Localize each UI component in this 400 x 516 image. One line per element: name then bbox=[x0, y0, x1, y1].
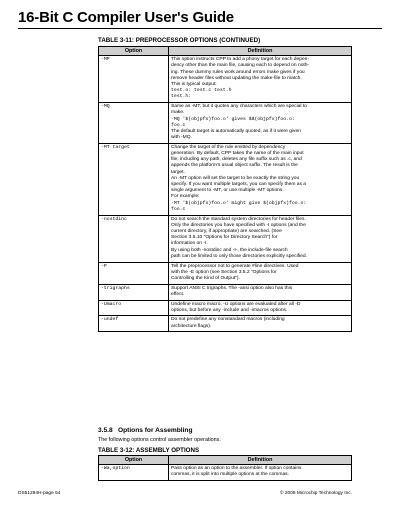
definition-line: commas, it is split into multiple options at the commas. bbox=[171, 472, 289, 478]
column-header-option: Option bbox=[99, 456, 169, 465]
definition-cell bbox=[169, 316, 352, 332]
footer-copyright: © 2008 Microchip Technology Inc. bbox=[280, 491, 352, 496]
definition-line: foo.c bbox=[171, 122, 186, 128]
table-3-11-caption: TABLE 3-11: PREPROCESSOR OPTIONS (CONTINUED) bbox=[98, 37, 261, 44]
definition-cell bbox=[169, 300, 352, 316]
definition-cell bbox=[169, 56, 352, 103]
definition-cell bbox=[169, 465, 352, 481]
definition-line: dency other than the main file, causing each to depend on noth- bbox=[171, 63, 310, 69]
option-cell: -MP bbox=[99, 56, 169, 103]
definition-line: Support ANSI C trigraphs. The -ansi option also has this bbox=[171, 285, 293, 291]
definition-line: An -MT option will set the target to be exactly the string you bbox=[171, 175, 300, 181]
definition-cell bbox=[169, 103, 352, 144]
table-row bbox=[99, 300, 352, 316]
definition-line: file, including any path, deletes any file suffix such as .c, and bbox=[171, 157, 302, 163]
definition-line: Do not predefine any nonstandard macros (including bbox=[171, 317, 285, 323]
definition-line: For example: bbox=[171, 194, 200, 200]
assembly-options-table bbox=[98, 455, 352, 481]
definition-line: appends the platform's usual object suffix. The result is the bbox=[171, 163, 298, 169]
title-rule bbox=[18, 28, 382, 29]
option-cell: -MQ bbox=[99, 103, 169, 144]
definition-line: Pass option as an option to the assembler. If option contains bbox=[171, 466, 302, 472]
definition-line: Do not search the standard system directories for header files. bbox=[171, 216, 306, 222]
definition-line: foo.c bbox=[171, 206, 186, 212]
definition-line: -MT '$(objpfx)foo.o' might give $(objpfx)foo.o: bbox=[171, 200, 307, 206]
definition-line: test.o: test.c test.h bbox=[171, 88, 232, 94]
definition-line: single argument to -MT, or use multiple -MT options. bbox=[171, 188, 284, 194]
section-number: 3.5.8 bbox=[98, 427, 113, 434]
definition-line: Undefine macro macro. -U options are evaluated after all -D bbox=[171, 301, 301, 307]
definition-line: -MQ '$(objpfx)foo.o' gives $$(objpfx)foo.o: bbox=[171, 116, 295, 122]
definition-line: Same as -MT, but it quotes any characters which are special to bbox=[171, 104, 307, 110]
definition-line: target. bbox=[171, 169, 185, 175]
table-row bbox=[99, 143, 352, 215]
definition-line: Change the target of the rule emitted by dependency bbox=[171, 144, 286, 150]
option-cell: -MT target bbox=[99, 143, 169, 215]
table-row bbox=[99, 465, 352, 481]
table-row bbox=[99, 215, 352, 262]
option-cell: -Umacro bbox=[99, 300, 169, 316]
table-row bbox=[99, 262, 352, 284]
option-cell: -undef bbox=[99, 316, 169, 332]
table-row bbox=[99, 316, 352, 332]
column-header-option: Option bbox=[99, 47, 169, 56]
section-heading bbox=[98, 427, 193, 434]
definition-line: generation. By default, CPP takes the name of the main input bbox=[171, 151, 304, 157]
definition-line: remove header files without updating the make-file to match. bbox=[171, 75, 302, 81]
definition-line: Only the directories you have specified with -I options (and the bbox=[171, 222, 306, 228]
preprocessor-options-table bbox=[98, 46, 352, 332]
section-intro: The following options control assembler operations. bbox=[98, 437, 221, 443]
table-row bbox=[99, 284, 352, 300]
definition-line: path can be limited to only those directories explicitly specified. bbox=[171, 253, 307, 259]
definition-line: ing. These dummy rules work around errors make gives if you bbox=[171, 69, 305, 75]
column-header-definition: Definition bbox=[169, 456, 352, 465]
definition-line: make. bbox=[171, 110, 185, 116]
definition-line: architecture flags). bbox=[171, 323, 212, 329]
definition-line: effect. bbox=[171, 291, 185, 297]
definition-line: By using both -nostdinc and -I-, the include-file search bbox=[171, 247, 288, 253]
table-row bbox=[99, 56, 352, 103]
option-cell: -Wa,option bbox=[99, 465, 169, 481]
definition-cell bbox=[169, 215, 352, 262]
definition-line: Controlling the Kind of Output"). bbox=[171, 275, 240, 281]
definition-line: This option instructs CPP to add a phony target for each depen- bbox=[171, 57, 310, 63]
definition-cell bbox=[169, 143, 352, 215]
definition-cell bbox=[169, 284, 352, 300]
option-cell: -trigraphs bbox=[99, 284, 169, 300]
definition-line: Tell the preprocessor not to generate #line directives. Used bbox=[171, 263, 299, 269]
definition-line: options, but before any -include and -imacros options. bbox=[171, 307, 288, 313]
footer-page-id: DS51284H-page 54 bbox=[18, 491, 61, 496]
option-cell: -nostdinc bbox=[99, 215, 169, 262]
section-title: Options for Assembling bbox=[118, 427, 193, 434]
definition-line: with -MQ. bbox=[171, 135, 192, 141]
table-3-12-caption: TABLE 3-12: ASSEMBLY OPTIONS bbox=[98, 447, 200, 454]
definition-line: with the -E option (see Section 3.5.2 "Options for bbox=[171, 269, 277, 275]
table-header-row bbox=[99, 456, 352, 465]
definition-line: The default target is automatically quoted, as if it were given bbox=[171, 128, 301, 134]
column-header-definition: Definition bbox=[169, 47, 352, 56]
definition-line: Section 3.5.10 "Options for Directory Search") for bbox=[171, 235, 278, 241]
definition-line: specify. If you want multiple targets, you can specify them as a bbox=[171, 182, 307, 188]
option-cell: -P bbox=[99, 262, 169, 284]
definition-line: test.h: bbox=[171, 94, 192, 100]
table-header-row bbox=[99, 47, 352, 56]
page-title: 16-Bit C Compiler User's Guide bbox=[18, 9, 234, 26]
definition-cell bbox=[169, 262, 352, 284]
table-row bbox=[99, 103, 352, 144]
definition-line: current directory, if appropriate) are searched. (See bbox=[171, 228, 282, 234]
definition-line: information on -I. bbox=[171, 241, 208, 247]
definition-line: This is typical output: bbox=[171, 82, 217, 88]
